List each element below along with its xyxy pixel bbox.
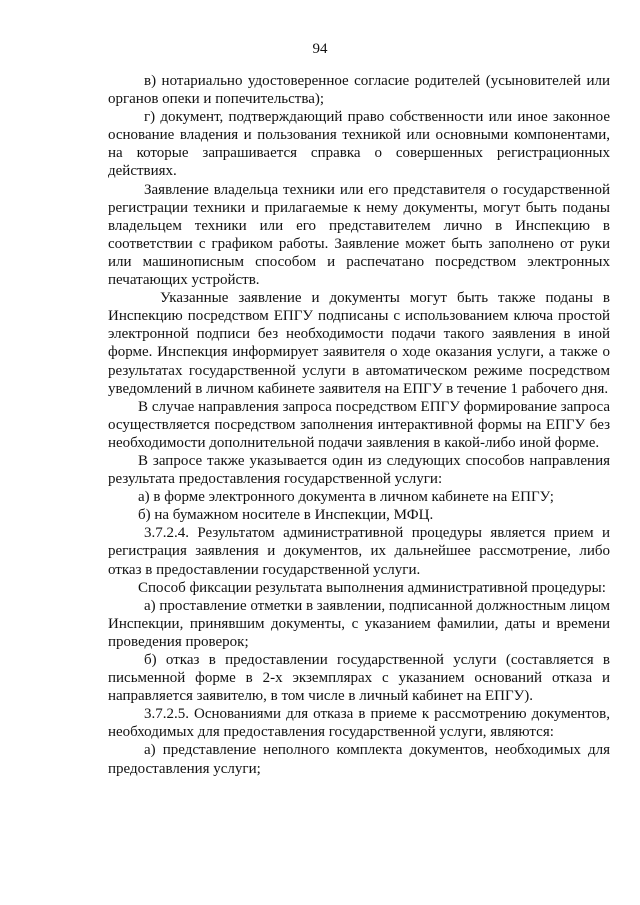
paragraph-item-g: г) документ, подтверждающий право собственности или иное законное основание владения и пользования техникой или основными компонентами, на которые запрашивается справка о совершенных регистрационных действиях. bbox=[108, 109, 610, 180]
paragraph-fixation-b: б) отказ в предоставлении государственной услуги (составляется в письменной форме в 2-х экземплярах с указанием оснований отказа и направляется заявителю, в том числе в личный кабинет на ЕПГУ). bbox=[108, 652, 610, 705]
paragraph-refusal-a: а) представление неполного комплекта документов, необходимых для предоставления услуги; bbox=[108, 742, 610, 777]
paragraph-3-7-2-4: 3.7.2.4. Результатом административной процедуры является прием и регистрация заявления и документов, их дальнейшее рассмотрение, либо отказ в предоставлении государственной услуги. bbox=[108, 525, 610, 578]
paragraph-epgu-submission: Указанные заявление и документы могут быть также поданы в Инспекцию посредством ЕПГУ подписаны с использованием ключа простой электронной подписи без необходимости подачи такого заявления в иной форме. Инспекция информирует заявителя о ходе оказания услуги, а также о результатах государственной услуги в автоматическом режиме посредством уведомлений в личном кабинете заявителя на ЕПГУ в течение 1 рабочего дня. bbox=[108, 290, 610, 397]
paragraph-application-submission: Заявление владельца техники или его представителя о государственной регистрации техники и прилагаемые к нему документы, могут быть поданы владельцем техники или его представителем лично в Инспекцию в соответствии с графиком работы. Заявление может быть заполнено от руки или машинописным способом и распечатано посредством электронных печатающих устройств. bbox=[108, 181, 610, 289]
paragraph-fixation-a: а) проставление отметки в заявлении, подписанной должностным лицом Инспекции, принявшим документы, с указанием фамилии, даты и времени проведения проверок; bbox=[108, 597, 611, 650]
paragraph-epgu-request: В случае направления запроса посредством ЕПГУ формирование запроса осуществляется посредством заполнения интерактивной формы на ЕПГУ без необходимости дополнительной подачи заявления в какой-либо иной форме. bbox=[108, 398, 610, 451]
document-body bbox=[108, 72, 610, 778]
paragraph-item-v: в) нотариально удостоверенное согласие родителей (усыновителей или органов опеки и попечительства); bbox=[108, 73, 610, 108]
paragraph-result-methods: В запросе также указывается один из следующих способов направления результата предоставления государственной услуги: bbox=[108, 452, 610, 488]
page-number: 94 bbox=[312, 41, 328, 57]
paragraph-method-a: а) в форме электронного документа в личном кабинете на ЕПГУ; bbox=[138, 489, 554, 506]
paragraph-fixation-method: Способ фиксации результата выполнения административной процедуры: bbox=[138, 579, 606, 596]
paragraph-method-b: б) на бумажном носителе в Инспекции, МФЦ. bbox=[138, 507, 434, 524]
paragraph-3-7-2-5: 3.7.2.5. Основаниями для отказа в приеме к рассмотрению документов, необходимых для предоставления государственной услуги, являются: bbox=[108, 706, 610, 741]
